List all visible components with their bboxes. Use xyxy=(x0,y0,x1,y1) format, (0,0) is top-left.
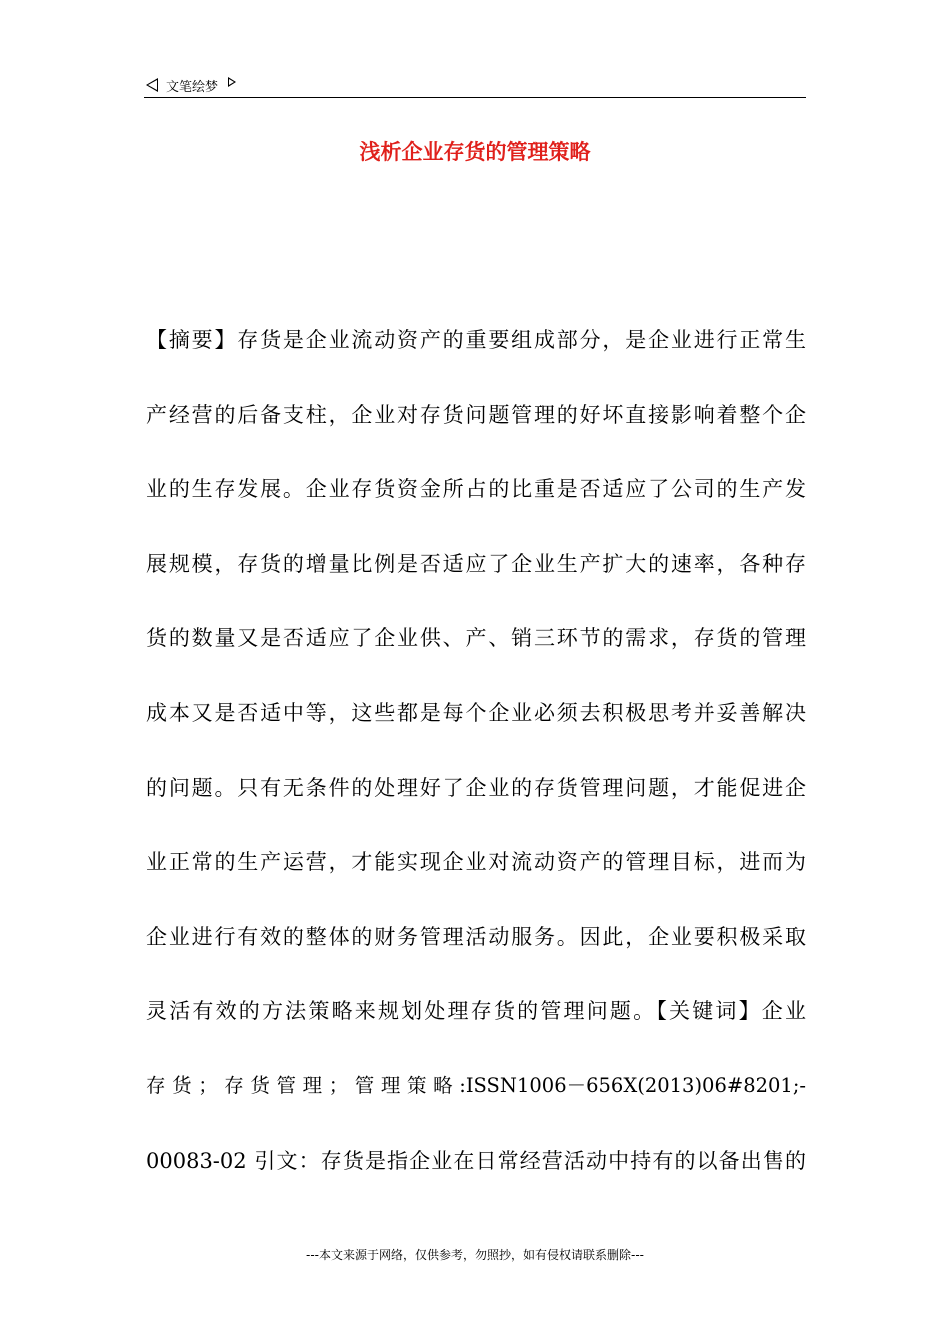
document-title: 浅析企业存货的管理策略 xyxy=(359,140,591,164)
header-divider xyxy=(144,97,806,98)
body-line: 成本又是否适中等，这些都是每个企业必须去积极思考并妥善解决 xyxy=(146,700,806,725)
body-line: 存 货 ； 存 货 管 理 ； 管 理 策 略 :ISSN1006－656X(2013)06#8201;- xyxy=(146,1073,806,1097)
header-brand: 文笔绘梦 xyxy=(166,79,219,95)
triangle-left-icon xyxy=(146,78,158,92)
body-line: 的问题。只有无条件的处理好了企业的存货管理问题，才能促进企 xyxy=(146,775,806,800)
footer-disclaimer: ---本文来源于网络，仅供参考，勿照抄，如有侵权请联系删除--- xyxy=(306,1248,644,1262)
page-header xyxy=(146,74,236,96)
body-line: 企业进行有效的整体的财务管理活动服务。因此，企业要积极采取 xyxy=(146,924,806,949)
body-line: 货的数量又是否适应了企业供、产、销三环节的需求，存货的管理 xyxy=(146,626,806,651)
body-line: 业的生存发展。企业存货资金所占的比重是否适应了公司的生产发 xyxy=(146,477,806,502)
body-line: 业正常的生产运营，才能实现企业对流动资产的管理目标，进而为 xyxy=(146,850,806,875)
triangle-right-icon xyxy=(228,77,236,87)
body-line: 灵活有效的方法策略来规划处理存货的管理问题。【关键词】企业 xyxy=(146,999,806,1024)
body-line: 【摘要】存货是企业流动资产的重要组成部分，是企业进行正常生 xyxy=(146,328,806,352)
body-line: 产经营的后备支柱，企业对存货问题管理的好坏直接影响着整个企 xyxy=(146,402,806,427)
body-line: 00083-02 引文：存货是指企业在日常经营活动中持有的以备出售的 xyxy=(146,1148,806,1173)
body-line: 展规模，存货的增量比例是否适应了企业生产扩大的速率，各种存 xyxy=(146,551,806,576)
abstract-body xyxy=(146,322,806,1217)
